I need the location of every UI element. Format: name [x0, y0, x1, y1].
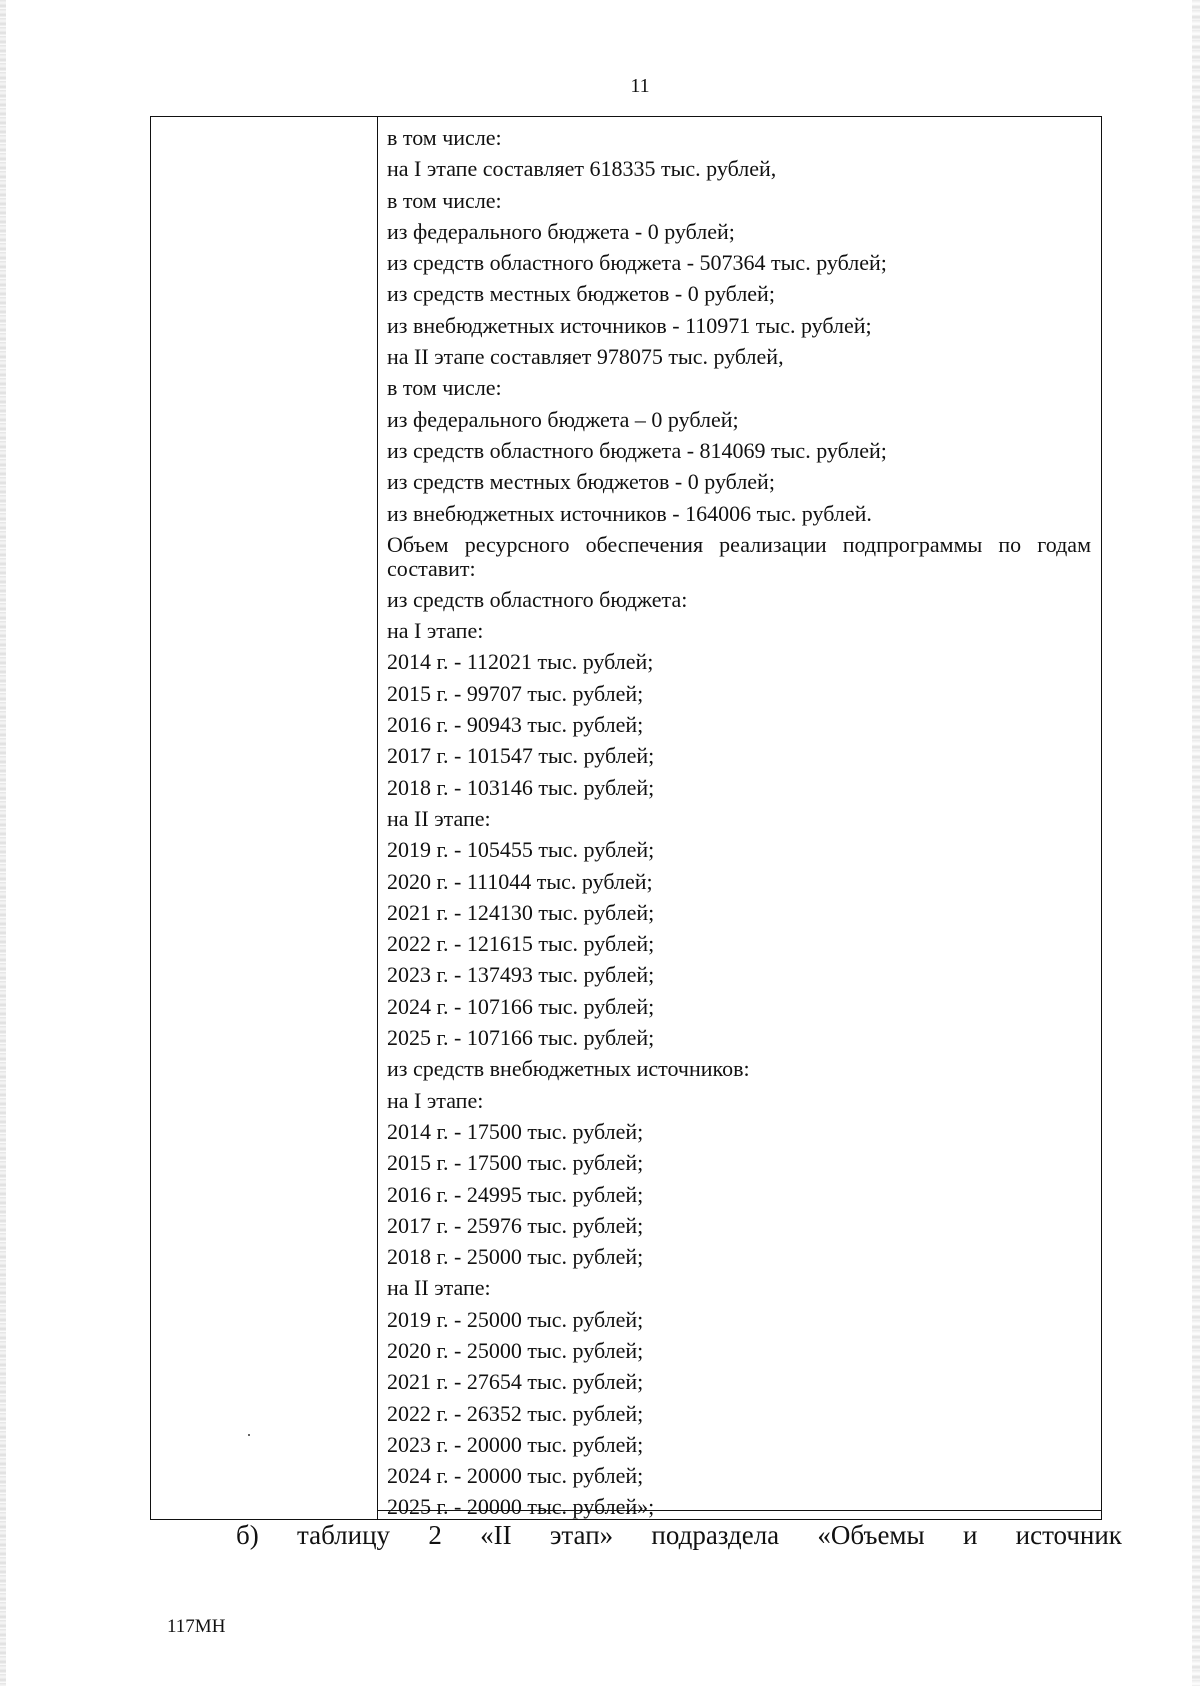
table-line: из средств областного бюджета: — [387, 586, 688, 612]
continuation-word: «II — [480, 1520, 512, 1550]
table-line: на I этапе: — [387, 618, 484, 644]
table-line: 2022 г. - 121615 тыс. рублей; — [387, 931, 655, 957]
table-line: 2014 г. - 17500 тыс. рублей; — [387, 1118, 644, 1144]
footer-code: 117МН — [167, 1616, 226, 1637]
table-line: из средств областного бюджета - 814069 тыс. рублей; — [387, 437, 887, 463]
table-line: из средств местных бюджетов - 0 рублей; — [387, 281, 775, 307]
table-line: из средств местных бюджетов - 0 рублей; — [387, 469, 775, 495]
continuation-word: и — [962, 1520, 978, 1550]
table-line: из средств внебюджетных источников: — [387, 1056, 750, 1082]
continuation-word: 2 — [428, 1520, 442, 1550]
table-line: 2014 г. - 112021 тыс. рублей; — [387, 649, 654, 675]
table-line: в том числе: — [387, 125, 502, 150]
table-line: в том числе: — [387, 187, 502, 213]
yearly-funding-lines — [387, 584, 1091, 1523]
table-line: на II этапе составляет 978075 тыс. рублей, — [387, 344, 784, 370]
table-line: 2024 г. - 20000 тыс. рублей; — [387, 1463, 644, 1489]
continuation-word: таблицу — [297, 1520, 391, 1550]
table-line: 2016 г. - 24995 тыс. рублей; — [387, 1181, 644, 1207]
page-number: 11 — [630, 75, 650, 97]
table-line: 2015 г. - 99707 тыс. рублей; — [387, 680, 644, 706]
scan-edge-left — [0, 0, 6, 1686]
continuation-word: б) — [236, 1520, 259, 1550]
resource-paragraph: Объем ресурсного обеспечения реализации подпрограммы по годам составит: — [387, 531, 1091, 581]
table-line: из внебюджетных источников - 164006 тыс. рублей. — [387, 500, 872, 526]
funding-table — [150, 116, 1102, 1520]
table-line: на II этапе: — [387, 1275, 491, 1301]
table-label-column — [151, 117, 378, 1519]
table-line: в том числе: — [387, 375, 502, 401]
table-line: 2024 г. - 107166 тыс. рублей; — [387, 993, 655, 1019]
table-line: 2021 г. - 124130 тыс. рублей; — [387, 899, 655, 925]
table-line: из средств областного бюджета - 507364 тыс. рублей; — [387, 250, 887, 276]
table-line: 2020 г. - 25000 тыс. рублей; — [387, 1337, 644, 1363]
table-line: 2022 г. - 26352 тыс. рублей; — [387, 1400, 644, 1426]
funding-summary-lines — [387, 122, 1091, 529]
table-line: из внебюджетных источников - 110971 тыс. рублей; — [387, 312, 872, 338]
continuation-word: «Объемы — [817, 1520, 925, 1550]
continuation-word: подраздела — [651, 1520, 780, 1550]
continuation-word: источник — [1015, 1520, 1122, 1550]
continuation-word: этап» — [549, 1520, 614, 1550]
table-line: 2020 г. - 111044 тыс. рублей; — [387, 868, 653, 894]
table-line: 2019 г. - 105455 тыс. рублей; — [387, 837, 655, 863]
scan-edge-right — [1192, 0, 1200, 1686]
table-line: 2025 г. - 107166 тыс. рублей; — [387, 1025, 655, 1051]
table-line: 2017 г. - 101547 тыс. рублей; — [387, 743, 655, 769]
scan-speck — [248, 1434, 250, 1436]
table-line: 2021 г. - 27654 тыс. рублей; — [387, 1369, 644, 1395]
inner-cell-border — [378, 1510, 1102, 1511]
table-line: 2015 г. - 17500 тыс. рублей; — [387, 1150, 644, 1176]
table-line: 2018 г. - 103146 тыс. рублей; — [387, 774, 655, 800]
table-line: 2023 г. - 20000 тыс. рублей; — [387, 1431, 644, 1457]
table-line: 2025 г. - 20000 тыс. рублей»; — [387, 1494, 655, 1520]
table-line: 2017 г. - 25976 тыс. рублей; — [387, 1212, 644, 1238]
table-line: 2019 г. - 25000 тыс. рублей; — [387, 1306, 644, 1332]
table-line: на I этапе: — [387, 1087, 484, 1113]
table-line: на II этапе: — [387, 805, 491, 831]
table-line: на I этапе составляет 618335 тыс. рублей, — [387, 156, 777, 182]
table-line: из федерального бюджета – 0 рублей; — [387, 406, 739, 432]
table-line: из федерального бюджета - 0 рублей; — [387, 218, 735, 244]
table-line: 2018 г. - 25000 тыс. рублей; — [387, 1244, 644, 1270]
table-line: 2023 г. - 137493 тыс. рублей; — [387, 962, 655, 988]
table-line: 2016 г. - 90943 тыс. рублей; — [387, 712, 644, 738]
continuation-text — [236, 1518, 1122, 1552]
table-content-column — [387, 122, 1091, 1523]
